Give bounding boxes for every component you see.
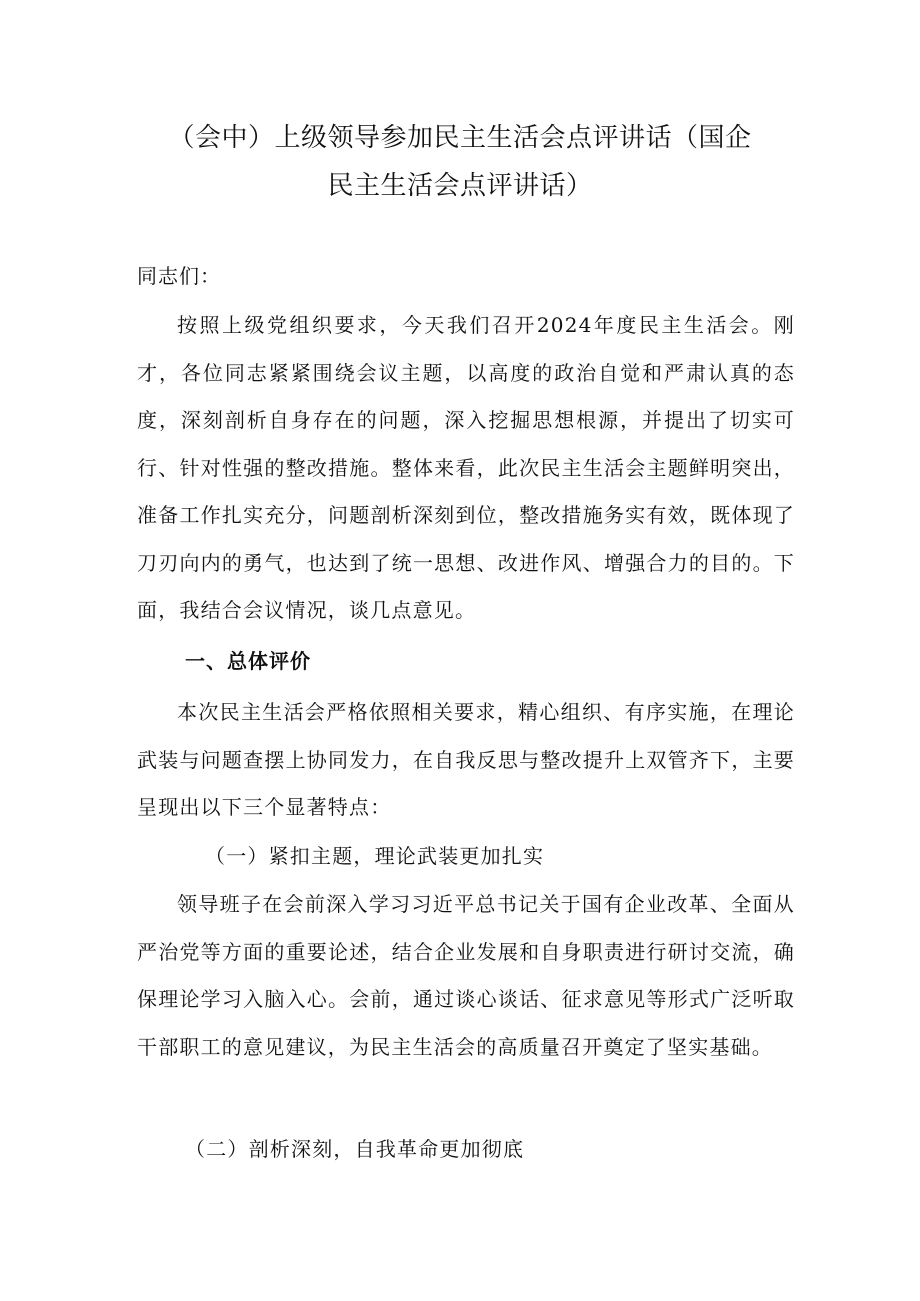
document-title-line-2: 民主生活会点评讲话） (327, 171, 593, 201)
salutation: 同志们： (137, 264, 221, 288)
subsection-1-paragraph: 领导班子在会前深入学习习近平总书记关于国有企业改革、全面从严治党等方面的重要论述，结合企业发展和自身职责进行研讨交流，确保理论学习入脑入心。会前，通过谈心谈话、征求意见等形式广泛听取干部职工的意见建议，为民主生活会的高质量召开奠定了坚实基础。 (137, 892, 795, 1059)
section-1-paragraph: 本次民主生活会严格依照相关要求，精心组织、有序实施，在理论武装与问题查摆上协同发力，在自我反思与整改提升上双管齐下，主要呈现出以下三个显著特点： (137, 700, 795, 819)
section-1-heading: 一、总体评价 (185, 649, 311, 673)
subsection-1-heading: （一）紧扣主题，理论武装更加扎实 (205, 844, 545, 868)
subsection-2-heading: （二）剖析深刻，自我革命更加彻底 (185, 1137, 525, 1161)
intro-paragraph: 按照上级党组织要求，今天我们召开2024年度民主生活会。刚才，各位同志紧紧围绕会议主题，以高度的政治自觉和严肃认真的态度，深刻剖析自身存在的问题，深入挖掘思想根源，并提出了切实可行、针对性强的整改措施。整体来看，此次民主生活会主题鲜明突出，准备工作扎实充分，问题剖析深刻到位，整改措施务实有效，既体现了刀刃向内的勇气，也达到了统一思想、改进作风、增强合力的目的。下面，我结合会议情况，谈几点意见。 (137, 313, 795, 622)
document-title-line-1: （会中）上级领导参加民主生活会点评讲话（国企 (168, 123, 752, 153)
